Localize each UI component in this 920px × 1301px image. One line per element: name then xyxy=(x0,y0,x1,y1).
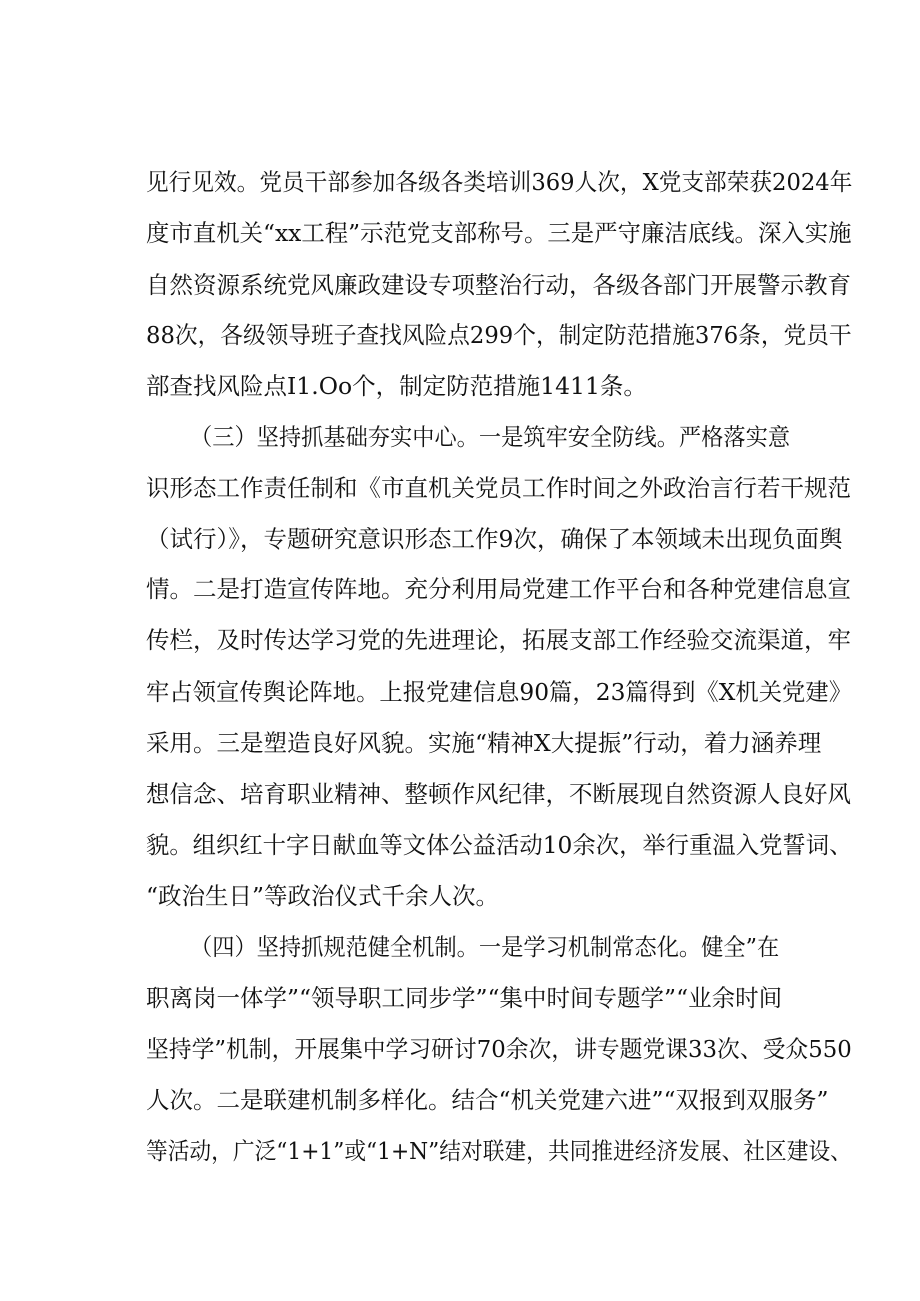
text-line: （试行）》，专题研究意识形态工作9次，确保了本领域未出现负面舆 xyxy=(146,525,843,553)
text-line: 88次，各级领导班子查找风险点299个，制定防范措施376条，党员干 xyxy=(146,321,852,349)
text-line: 见行见效。党员干部参加各级各类培训369人次，X党支部荣获2024年 xyxy=(146,168,853,196)
text-line: 貌。组织红十字日献血等文体公益活动10余次，举行重温入党誓词、 xyxy=(146,831,853,859)
paragraph-3-heading-line: （三）坚持抓基础夯实中心。一是筑牢安全防线。严格落实意 xyxy=(190,423,791,451)
text-line: 识形态工作责任制和《市直机关党员工作时间之外政治言行若干规范 xyxy=(146,474,851,502)
text-line: 传栏，及时传达学习党的先进理论，拓展支部工作经验交流渠道，牢 xyxy=(146,626,851,654)
text-line: 职离岗一体学”“领导职工同步学”“集中时间专题学”“业余时间 xyxy=(146,984,783,1012)
text-line: 度市直机关“xx工程”示范党支部称号。三是严守廉洁底线。深入实施 xyxy=(146,219,852,247)
text-line: 人次。二是联建机制多样化。结合“机关党建六进”“双报到双服务” xyxy=(146,1086,829,1114)
text-line: 情。二是打造宣传阵地。充分利用局党建工作平台和各种党建信息宣 xyxy=(146,575,851,603)
text-line: 牢占领宣传舆论阵地。上报党建信息90篇，23篇得到《X机关党建》 xyxy=(146,678,853,706)
text-line: 等活动，广泛“1+1”或“1+N”结对联建，共同推进经济发展、社区建设、 xyxy=(146,1137,852,1165)
text-line: 部查找风险点I1.Oo个，制定防范措施1411条。 xyxy=(146,372,647,400)
paragraph-4-heading-line: （四）坚持抓规范健全机制。一是学习机制常态化。健全”在 xyxy=(190,933,780,961)
text-line: 采用。三是塑造良好风貌。实施“精神X大提振”行动，着力涵养理 xyxy=(146,729,822,757)
text-line: 坚持学”机制，开展集中学习研讨70余次，讲专题党课33次、受众550 xyxy=(146,1035,852,1063)
text-line: 想信念、培育职业精神、整顿作风纪律，不断展现自然资源人良好风 xyxy=(146,780,851,808)
text-line: “政治生日”等政治仪式千余人次。 xyxy=(146,882,500,910)
text-line: 自然资源系统党风廉政建设专项整治行动，各级各部门开展警示教育 xyxy=(146,271,851,299)
